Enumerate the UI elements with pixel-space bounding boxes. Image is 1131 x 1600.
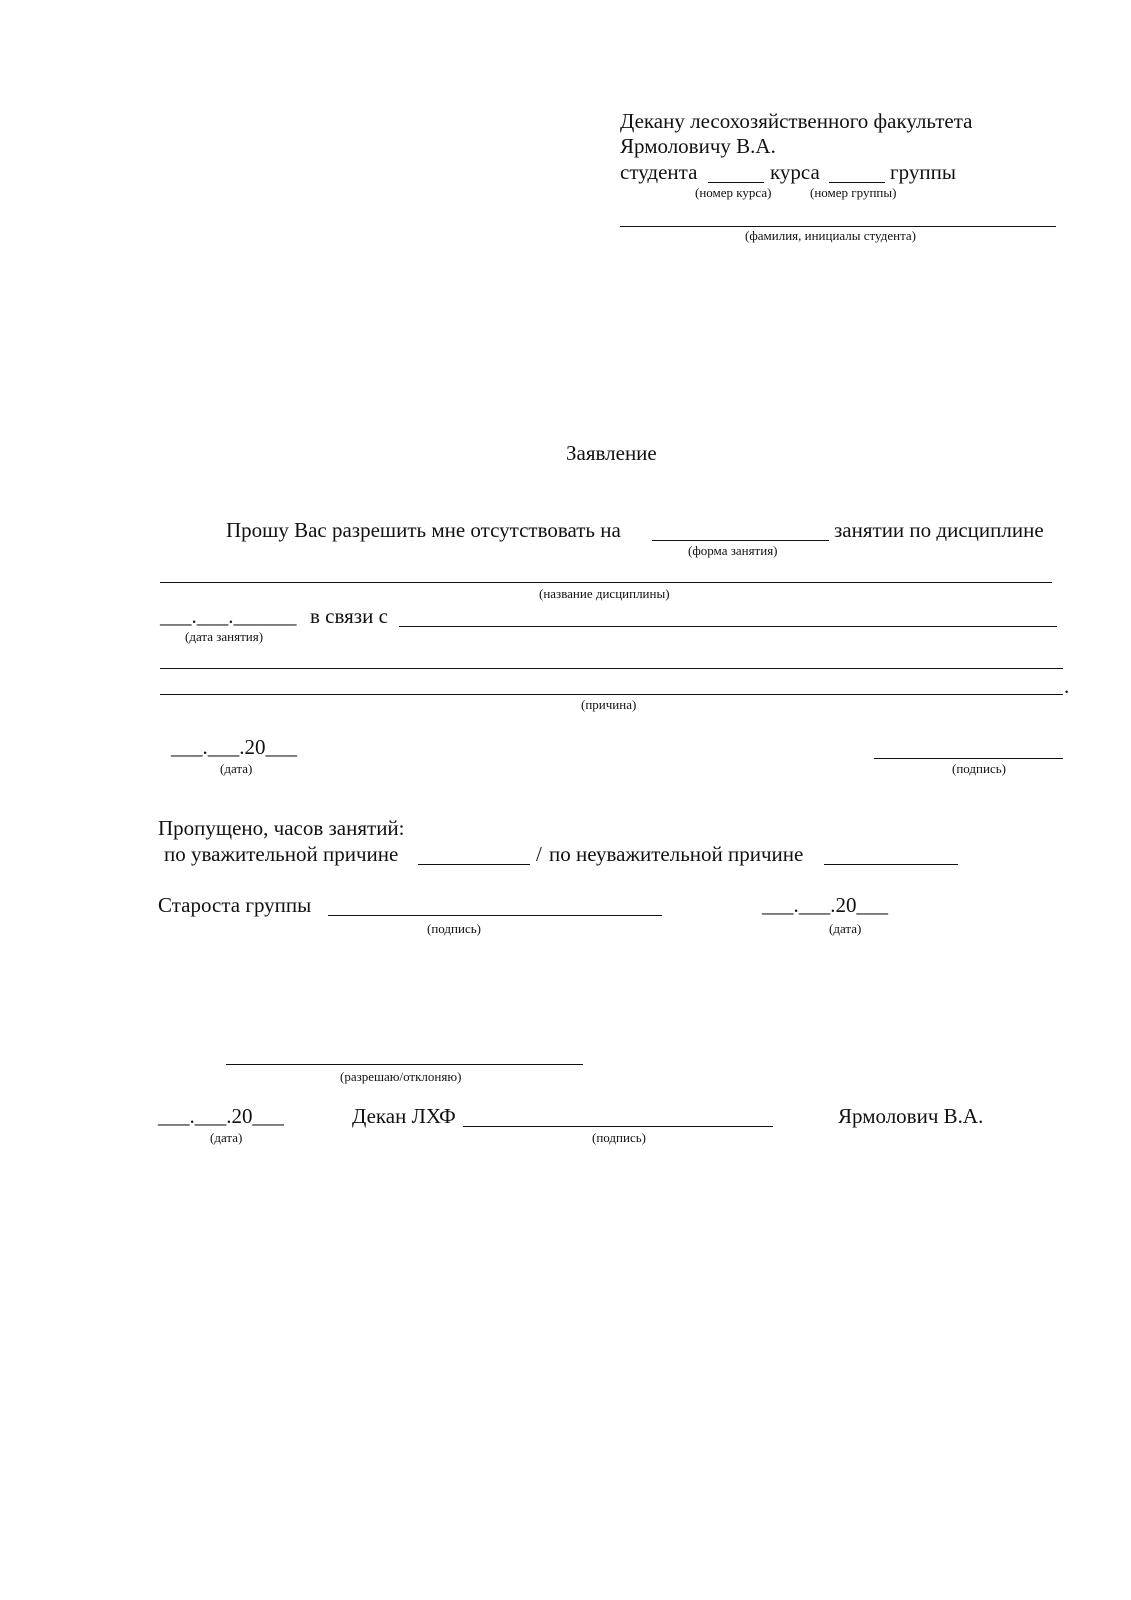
student-date-hint: (дата) bbox=[220, 761, 253, 776]
reason-field-line-1[interactable] bbox=[399, 626, 1057, 627]
student-date-field[interactable]: ___.___.20___ bbox=[171, 735, 297, 759]
group-number-field[interactable] bbox=[829, 182, 885, 183]
student-name-hint: (фамилия, инициалы студента) bbox=[745, 228, 917, 243]
student-signature-hint: (подпись) bbox=[952, 761, 1006, 776]
dean-name: Ярмолович В.А. bbox=[838, 1104, 984, 1128]
discipline-hint: (название дисциплины) bbox=[539, 586, 670, 601]
document-title: Заявление bbox=[566, 441, 657, 465]
invalid-reason-label: по неуважительной причине bbox=[549, 842, 804, 866]
student-signature-field[interactable] bbox=[874, 758, 1063, 759]
class-date-hint: (дата занятия) bbox=[185, 629, 264, 644]
dean-signature-field[interactable] bbox=[463, 1126, 773, 1127]
invalid-hours-field[interactable] bbox=[824, 864, 958, 865]
group-leader-date-field[interactable]: ___.___.20___ bbox=[762, 893, 888, 917]
course-number-field[interactable] bbox=[708, 182, 764, 183]
reason-hint: (причина) bbox=[581, 697, 637, 712]
addressee-line-1: Декану лесохозяйственного факультета bbox=[620, 109, 973, 133]
dean-decision-field[interactable] bbox=[226, 1064, 583, 1065]
class-date-field[interactable]: ___.___.______ bbox=[160, 604, 297, 628]
dean-date-field[interactable]: ___.___.20___ bbox=[158, 1104, 284, 1128]
dean-date-hint: (дата) bbox=[210, 1130, 243, 1145]
student-prefix: студента bbox=[620, 160, 698, 184]
hours-separator: / bbox=[536, 842, 542, 866]
reason-field-line-2[interactable] bbox=[160, 668, 1063, 669]
group-leader-signature-field[interactable] bbox=[328, 915, 662, 916]
reason-prefix: в связи с bbox=[310, 604, 388, 628]
request-suffix: занятии по дисциплине bbox=[834, 518, 1044, 542]
request-text: Прошу Вас разрешить мне отсутствовать на bbox=[226, 518, 621, 542]
dean-signature-hint: (подпись) bbox=[592, 1130, 646, 1145]
group-label: группы bbox=[890, 160, 956, 184]
class-form-field[interactable] bbox=[652, 540, 829, 541]
reason-end-period: . bbox=[1064, 674, 1070, 698]
reason-field-line-3[interactable] bbox=[160, 694, 1063, 695]
group-leader-signature-hint: (подпись) bbox=[427, 921, 481, 936]
dean-title: Декан ЛХФ bbox=[352, 1104, 456, 1128]
group-leader-date-hint: (дата) bbox=[829, 921, 862, 936]
dean-decision-hint: (разрешаю/отклоняю) bbox=[340, 1069, 462, 1084]
missed-hours-title: Пропущено, часов занятий: bbox=[158, 816, 405, 840]
group-hint: (номер группы) bbox=[810, 185, 897, 200]
discipline-field[interactable] bbox=[160, 582, 1052, 583]
valid-hours-field[interactable] bbox=[418, 864, 530, 865]
class-form-hint: (форма занятия) bbox=[688, 543, 778, 558]
addressee-line-2: Ярмоловичу В.А. bbox=[620, 134, 776, 158]
student-name-field[interactable] bbox=[620, 226, 1056, 227]
group-leader-label: Староста группы bbox=[158, 893, 312, 917]
course-label: курса bbox=[770, 160, 820, 184]
valid-reason-label: по уважительной причине bbox=[164, 842, 399, 866]
course-hint: (номер курса) bbox=[695, 185, 772, 200]
